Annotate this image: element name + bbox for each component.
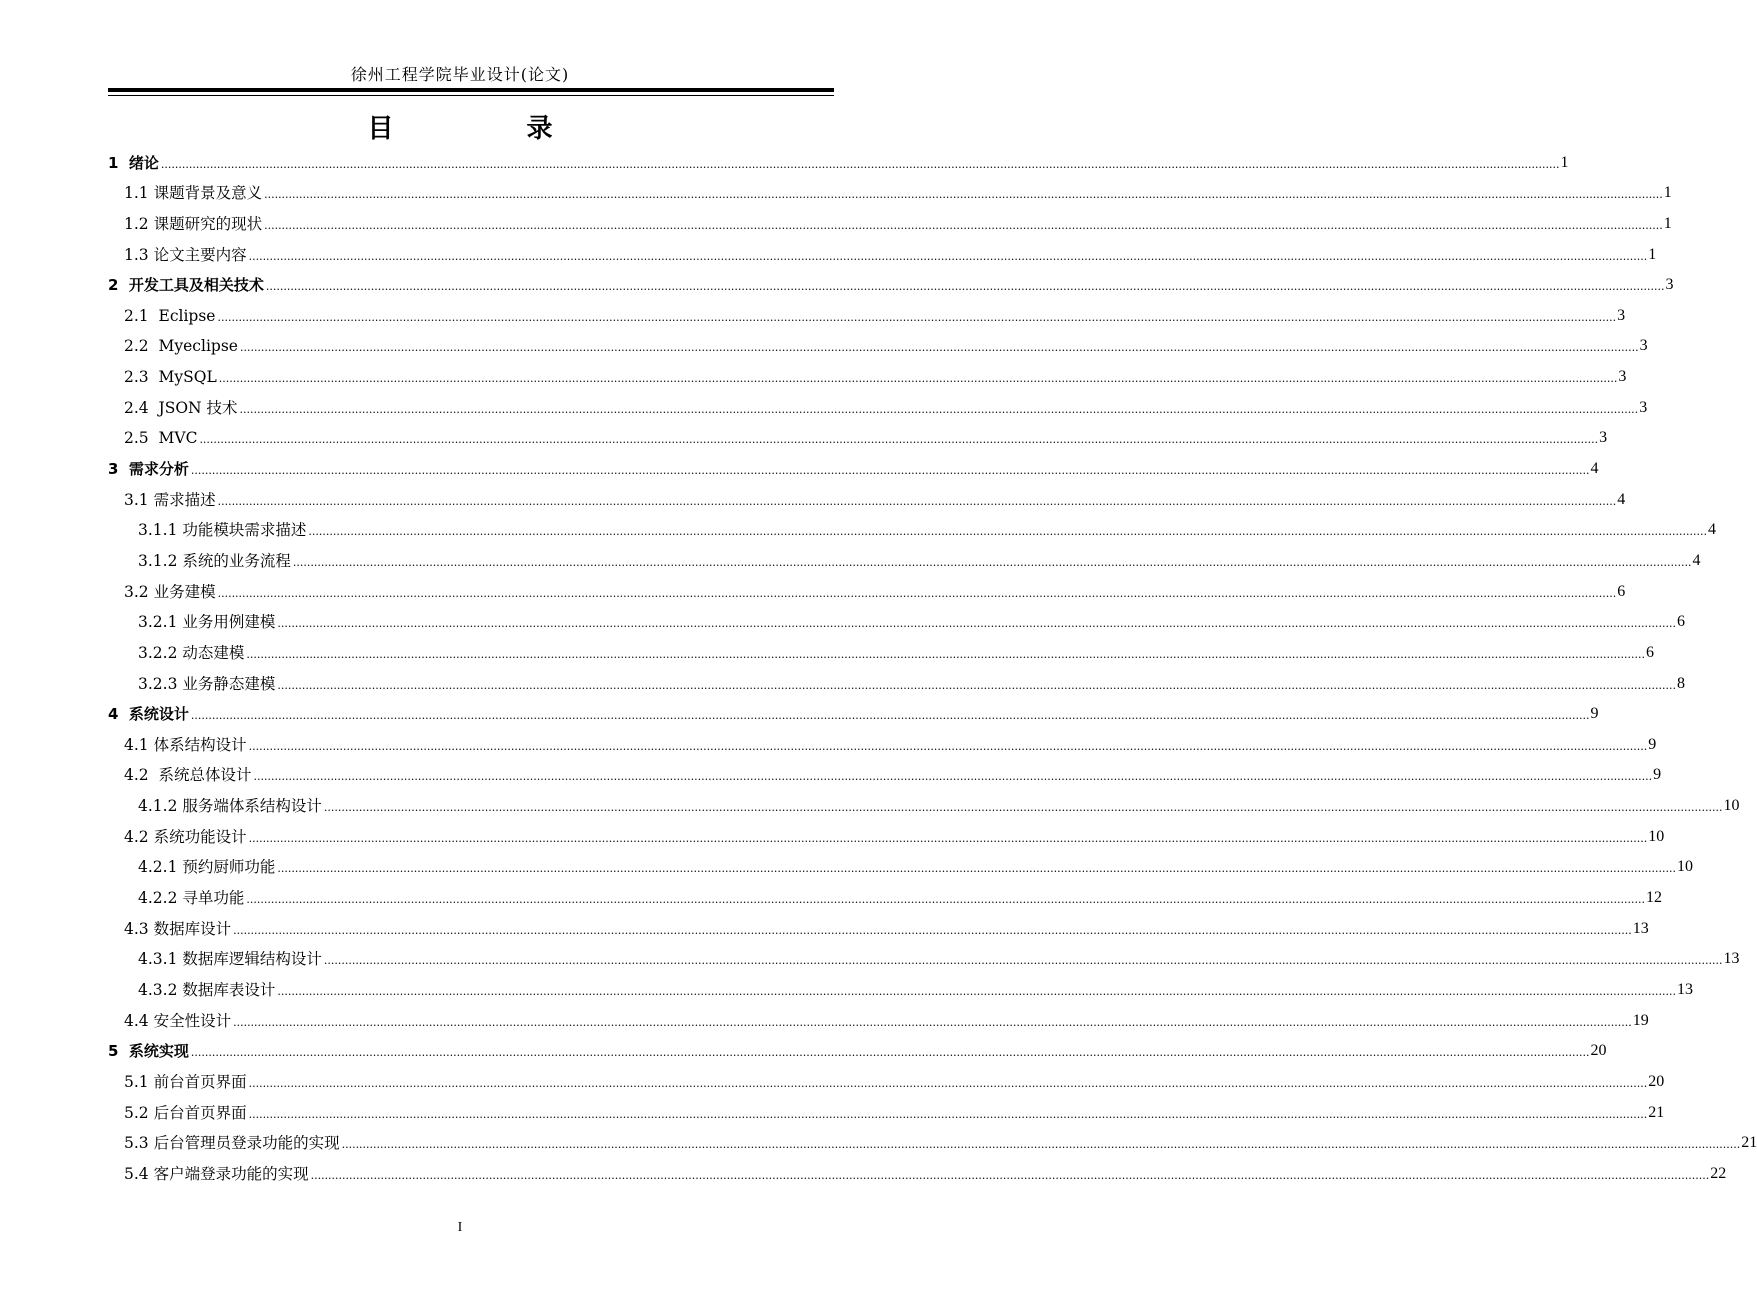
toc-entry[interactable] bbox=[108, 663, 1686, 694]
toc-entry[interactable] bbox=[108, 418, 1608, 449]
toc-entry-page: 3 bbox=[1639, 398, 1648, 416]
toc-entry[interactable] bbox=[108, 1092, 1665, 1123]
toc-leader-dots: ................................................................................................................................................................................................................................................................................................................................................................................................................ bbox=[217, 310, 1617, 324]
toc-entry-page: 13 bbox=[1632, 919, 1649, 937]
toc-entry-page: 19 bbox=[1632, 1011, 1649, 1029]
toc-entry[interactable] bbox=[108, 540, 1701, 571]
toc-leader-dots: ................................................................................................................................................................................................................................................................................................................................................................................................................ bbox=[239, 341, 1639, 355]
toc-entry-page: 1 bbox=[1648, 245, 1657, 263]
toc-entry-label: 4 系统设计 bbox=[108, 705, 189, 724]
toc-leader-dots: ................................................................................................................................................................................................................................................................................................................................................................................................................ bbox=[253, 770, 1653, 784]
header-rule-thin bbox=[108, 95, 834, 96]
toc-leader-dots: ................................................................................................................................................................................................................................................................................................................................................................................................................ bbox=[277, 678, 1677, 692]
toc-entry-label: 3.1 需求描述 bbox=[124, 490, 216, 509]
toc-entry-page: 9 bbox=[1653, 766, 1662, 784]
header-rule-thick bbox=[108, 88, 834, 92]
toc-entry-page: 3 bbox=[1618, 368, 1627, 386]
toc-leader-dots: ................................................................................................................................................................................................................................................................................................................................................................................................................ bbox=[246, 647, 1646, 661]
toc-entry-page: 10 bbox=[1648, 827, 1665, 845]
toc-entry-label: 4.2 系统总体设计 bbox=[124, 766, 252, 785]
toc-entry-label: 3 需求分析 bbox=[108, 460, 189, 479]
toc-entry[interactable] bbox=[108, 969, 1694, 1000]
toc-entry-label: 4.1 体系结构设计 bbox=[124, 735, 247, 754]
toc-entry-page: 20 bbox=[1648, 1072, 1665, 1090]
toc-leader-dots: ................................................................................................................................................................................................................................................................................................................................................................................................................ bbox=[248, 831, 1648, 845]
toc-entry-label: 2.3 MySQL bbox=[124, 368, 217, 387]
toc-entry-label: 1.2 课题研究的现状 bbox=[124, 214, 263, 233]
toc-entry-page: 3 bbox=[1617, 306, 1626, 324]
toc-entry-label: 2.1 Eclipse bbox=[124, 306, 216, 325]
toc-entry-page: 10 bbox=[1723, 797, 1740, 815]
toc-leader-dots: ................................................................................................................................................................................................................................................................................................................................................................................................................ bbox=[308, 525, 1708, 539]
toc-entry-page: 4 bbox=[1590, 460, 1599, 478]
toc-entry-page: 13 bbox=[1677, 980, 1694, 998]
toc-entry-page: 1 bbox=[1663, 214, 1672, 232]
toc-entry[interactable] bbox=[108, 295, 1626, 326]
toc-entry[interactable] bbox=[108, 387, 1648, 418]
toc-leader-dots: ................................................................................................................................................................................................................................................................................................................................................................................................................ bbox=[246, 893, 1646, 907]
toc-leader-dots: ................................................................................................................................................................................................................................................................................................................................................................................................................ bbox=[217, 494, 1617, 508]
toc-entry-label: 3.2.3 业务静态建模 bbox=[138, 674, 276, 693]
toc-entry-label: 5 系统实现 bbox=[108, 1042, 189, 1061]
toc-leader-dots: ................................................................................................................................................................................................................................................................................................................................................................................................................ bbox=[264, 188, 1663, 202]
toc-leader-dots: ................................................................................................................................................................................................................................................................................................................................................................................................................ bbox=[160, 157, 1560, 171]
toc-list bbox=[108, 142, 1757, 1184]
toc-entry[interactable] bbox=[108, 173, 1672, 204]
toc-leader-dots: ................................................................................................................................................................................................................................................................................................................................................................................................................ bbox=[190, 464, 1590, 478]
toc-entry-label: 4.3.2 数据库表设计 bbox=[138, 980, 276, 999]
toc-leader-dots: ................................................................................................................................................................................................................................................................................................................................................................................................................ bbox=[264, 218, 1663, 232]
toc-leader-dots: ................................................................................................................................................................................................................................................................................................................................................................................................................ bbox=[233, 1015, 1632, 1029]
toc-leader-dots: ................................................................................................................................................................................................................................................................................................................................................................................................................ bbox=[310, 1168, 1710, 1182]
toc-entry[interactable] bbox=[108, 1031, 1607, 1062]
toc-leader-dots: ................................................................................................................................................................................................................................................................................................................................................................................................................ bbox=[233, 923, 1632, 937]
running-header: 徐州工程学院毕业设计(论文) bbox=[350, 65, 570, 84]
toc-entry-label: 4.4 安全性设计 bbox=[124, 1011, 232, 1030]
toc-leader-dots: ................................................................................................................................................................................................................................................................................................................................................................................................................ bbox=[265, 280, 1665, 294]
toc-entry-label: 4.3 数据库设计 bbox=[124, 919, 232, 938]
toc-entry-label: 1 绪论 bbox=[108, 153, 159, 172]
toc-entry-label: 5.2 后台首页界面 bbox=[124, 1103, 247, 1122]
toc-entry[interactable] bbox=[108, 356, 1627, 387]
toc-entry-page: 6 bbox=[1646, 643, 1655, 661]
toc-entry[interactable] bbox=[108, 571, 1626, 602]
toc-entry-page: 3 bbox=[1665, 276, 1674, 294]
toc-entry[interactable] bbox=[108, 602, 1686, 633]
toc-entry[interactable] bbox=[108, 448, 1599, 479]
toc-entry[interactable] bbox=[108, 694, 1599, 725]
toc-entry-label: 2.5 MVC bbox=[124, 429, 198, 448]
toc-entry-page: 8 bbox=[1677, 674, 1686, 692]
toc-entry[interactable] bbox=[108, 847, 1694, 878]
toc-entry[interactable] bbox=[108, 877, 1663, 908]
toc-entry[interactable] bbox=[108, 479, 1626, 510]
toc-entry-page: 4 bbox=[1692, 551, 1701, 569]
toc-entry[interactable] bbox=[108, 908, 1649, 939]
toc-leader-dots: ................................................................................................................................................................................................................................................................................................................................................................................................................ bbox=[277, 617, 1677, 631]
toc-entry[interactable] bbox=[108, 1061, 1665, 1092]
toc-entry[interactable] bbox=[108, 785, 1740, 816]
toc-entry-page: 10 bbox=[1677, 858, 1694, 876]
toc-entry-label: 5.1 前台首页界面 bbox=[124, 1072, 247, 1091]
toc-leader-dots: ................................................................................................................................................................................................................................................................................................................................................................................................................ bbox=[190, 1046, 1590, 1060]
toc-entry-page: 6 bbox=[1677, 613, 1686, 631]
toc-entry-page: 3 bbox=[1639, 337, 1648, 355]
toc-entry[interactable] bbox=[108, 142, 1569, 173]
toc-entry-page: 6 bbox=[1617, 582, 1626, 600]
toc-entry-page: 3 bbox=[1599, 429, 1608, 447]
toc-entry-page: 20 bbox=[1590, 1042, 1607, 1060]
toc-entry-label: 2 开发工具及相关技术 bbox=[108, 276, 264, 295]
toc-entry-page: 1 bbox=[1560, 153, 1569, 171]
toc-leader-dots: ................................................................................................................................................................................................................................................................................................................................................................................................................ bbox=[248, 1107, 1648, 1121]
toc-leader-dots: ................................................................................................................................................................................................................................................................................................................................................................................................................ bbox=[217, 586, 1617, 600]
toc-entry[interactable] bbox=[108, 724, 1657, 755]
toc-leader-dots: ................................................................................................................................................................................................................................................................................................................................................................................................................ bbox=[248, 739, 1648, 753]
toc-entry-page: 4 bbox=[1617, 490, 1626, 508]
toc-leader-dots: ................................................................................................................................................................................................................................................................................................................................................................................................................ bbox=[248, 1076, 1648, 1090]
toc-entry[interactable] bbox=[108, 632, 1655, 663]
toc-leader-dots: ................................................................................................................................................................................................................................................................................................................................................................................................................ bbox=[239, 402, 1639, 416]
page-number: I bbox=[457, 1220, 463, 1235]
toc-entry[interactable] bbox=[108, 939, 1740, 970]
toc-leader-dots: ................................................................................................................................................................................................................................................................................................................................................................................................................ bbox=[323, 801, 1723, 815]
toc-entry-page: 21 bbox=[1648, 1103, 1665, 1121]
toc-entry-page: 9 bbox=[1648, 735, 1657, 753]
toc-entry[interactable] bbox=[108, 265, 1674, 296]
toc-entry-page: 9 bbox=[1590, 705, 1599, 723]
toc-entry[interactable] bbox=[108, 203, 1672, 234]
toc-entry-label: 5.3 后台管理员登录功能的实现 bbox=[124, 1134, 340, 1153]
toc-entry-label: 4.2 系统功能设计 bbox=[124, 827, 247, 846]
toc-entry[interactable] bbox=[108, 1153, 1727, 1184]
toc-entry-page: 4 bbox=[1708, 521, 1717, 539]
toc-leader-dots: ................................................................................................................................................................................................................................................................................................................................................................................................................ bbox=[277, 862, 1677, 876]
toc-title: 目 录 bbox=[367, 114, 615, 144]
toc-entry-page: 1 bbox=[1663, 184, 1672, 202]
toc-entry[interactable] bbox=[108, 326, 1648, 357]
toc-entry-label: 3.1.1 功能模块需求描述 bbox=[138, 521, 307, 540]
toc-leader-dots: ................................................................................................................................................................................................................................................................................................................................................................................................................ bbox=[218, 372, 1618, 386]
toc-leader-dots: ................................................................................................................................................................................................................................................................................................................................................................................................................ bbox=[292, 555, 1692, 569]
toc-entry-label: 4.2.2 寻单功能 bbox=[138, 889, 245, 908]
toc-leader-dots: ................................................................................................................................................................................................................................................................................................................................................................................................................ bbox=[341, 1138, 1741, 1152]
toc-entry-label: 4.1.2 服务端体系结构设计 bbox=[138, 797, 322, 816]
toc-leader-dots: ................................................................................................................................................................................................................................................................................................................................................................................................................ bbox=[323, 954, 1723, 968]
toc-entry-page: 13 bbox=[1723, 950, 1740, 968]
toc-entry-label: 5.4 客户端登录功能的实现 bbox=[124, 1164, 309, 1183]
toc-entry-label: 4.2.1 预约厨师功能 bbox=[138, 858, 276, 877]
toc-entry-label: 3.2.1 业务用例建模 bbox=[138, 613, 276, 632]
toc-entry-label: 3.1.2 系统的业务流程 bbox=[138, 551, 291, 570]
toc-entry-label: 3.2.2 动态建模 bbox=[138, 643, 245, 662]
toc-entry-label: 2.2 Myeclipse bbox=[124, 337, 238, 356]
toc-entry-label: 3.2 业务建模 bbox=[124, 582, 216, 601]
toc-leader-dots: ................................................................................................................................................................................................................................................................................................................................................................................................................ bbox=[277, 984, 1677, 998]
toc-leader-dots: ................................................................................................................................................................................................................................................................................................................................................................................................................ bbox=[190, 709, 1590, 723]
toc-entry-label: 2.4 JSON 技术 bbox=[124, 398, 238, 417]
toc-entry[interactable] bbox=[108, 1000, 1649, 1031]
toc-entry-label: 4.3.1 数据库逻辑结构设计 bbox=[138, 950, 322, 969]
toc-leader-dots: ................................................................................................................................................................................................................................................................................................................................................................................................................ bbox=[199, 433, 1599, 447]
toc-entry-label: 1.3 论文主要内容 bbox=[124, 245, 247, 264]
toc-entry[interactable] bbox=[108, 234, 1657, 265]
toc-entry[interactable] bbox=[108, 510, 1717, 541]
toc-entry[interactable] bbox=[108, 1123, 1757, 1154]
toc-entry[interactable] bbox=[108, 816, 1665, 847]
toc-entry-page: 12 bbox=[1646, 889, 1663, 907]
toc-leader-dots: ................................................................................................................................................................................................................................................................................................................................................................................................................ bbox=[248, 249, 1648, 263]
toc-entry-page: 21 bbox=[1741, 1134, 1757, 1152]
toc-entry-page: 22 bbox=[1710, 1164, 1727, 1182]
toc-entry[interactable] bbox=[108, 755, 1662, 786]
toc-entry-label: 1.1 课题背景及意义 bbox=[124, 184, 263, 203]
